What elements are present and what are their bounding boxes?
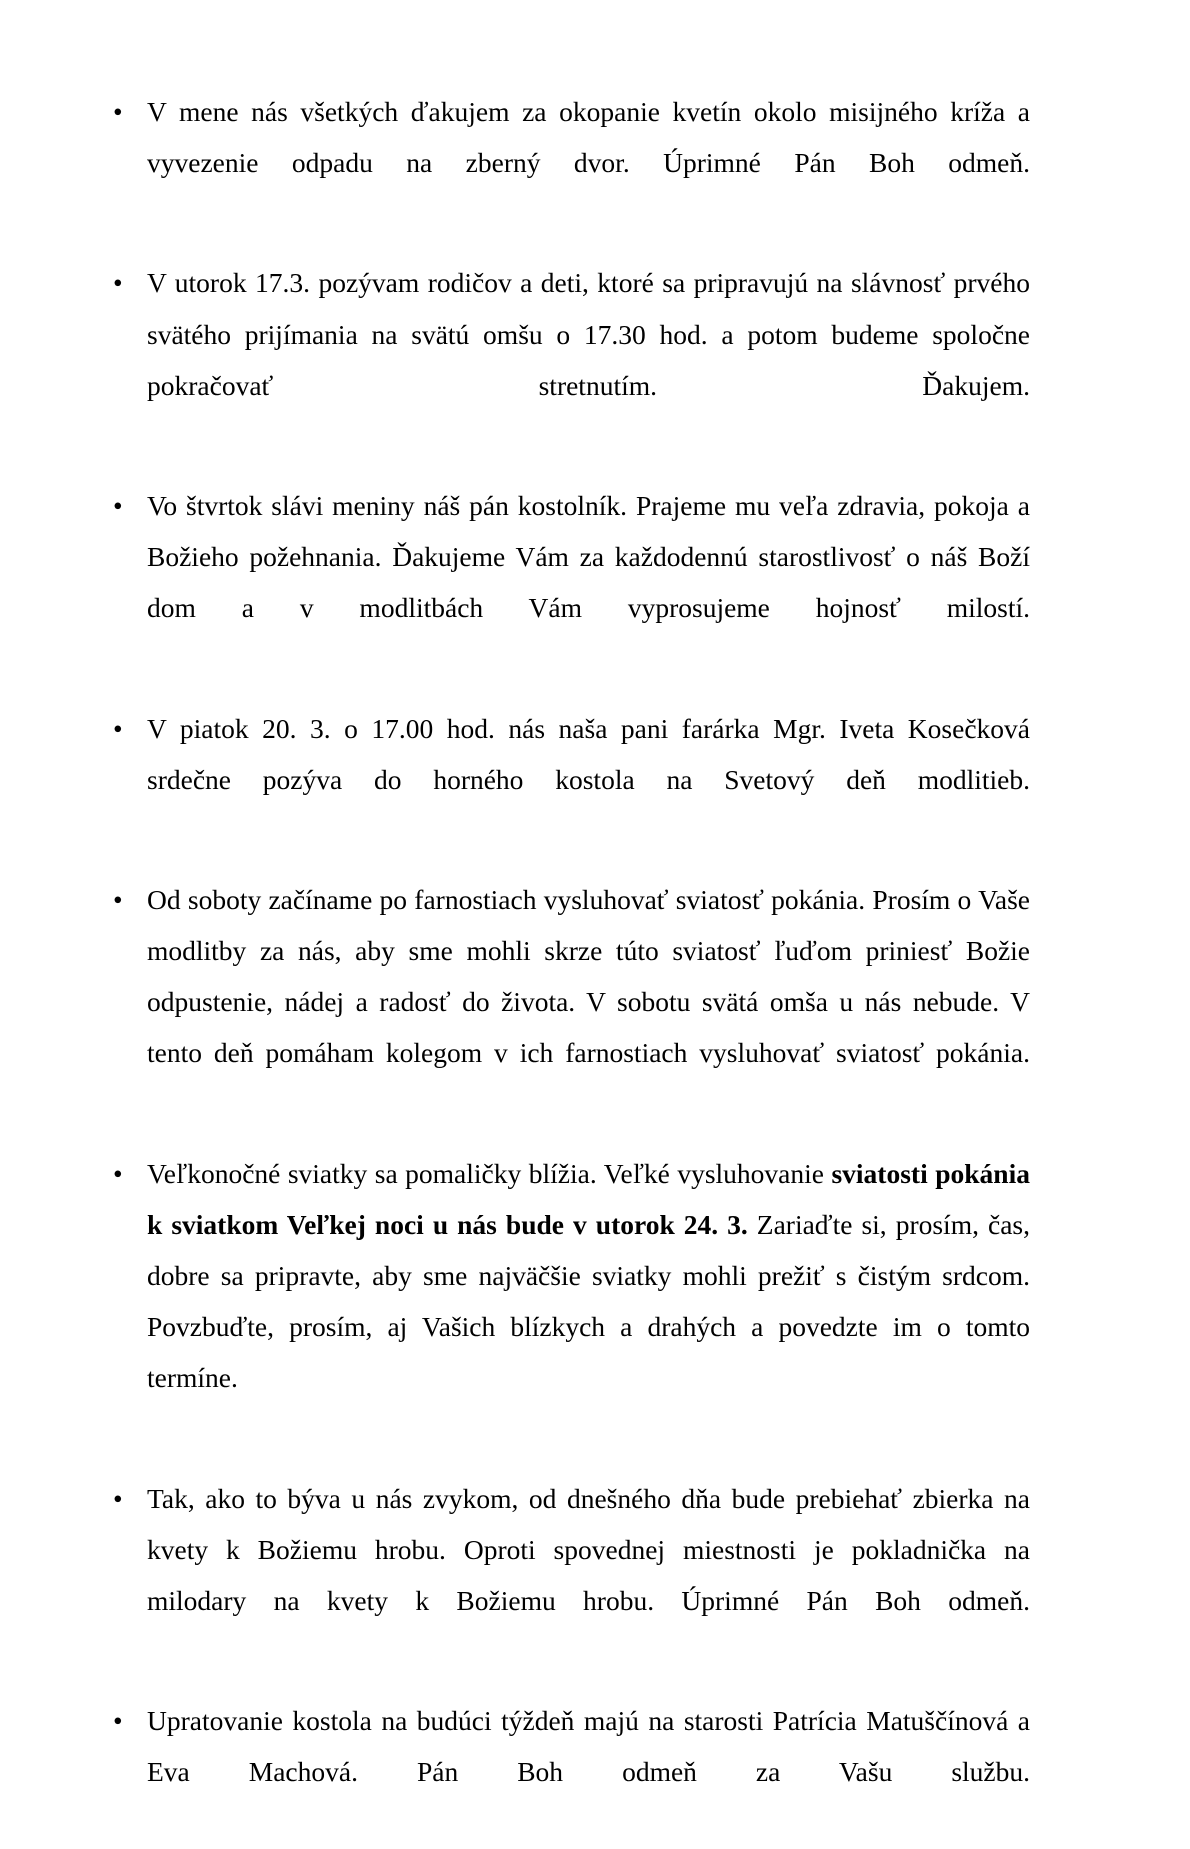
bullet-point-icon: •	[113, 1482, 123, 1514]
list-item	[105, 874, 1030, 1130]
text-segment-plain-trailing: Zariaďte si, prosím, čas, dobre sa pripravte, aby sme najväčšie sviatky mohli prežiť s čistým srdcom. Povzbuďte, prosím, aj Vašich blízkych a drahých a povedzte im o tomto termíne.	[147, 1208, 1030, 1394]
list-item	[105, 480, 1030, 685]
bullet-point-icon: •	[113, 96, 123, 127]
announcement-text-mixed	[147, 1148, 1030, 1455]
list-item	[105, 1695, 1030, 1848]
announcement-text: Tak, ako to býva u nás zvykom, od dnešného dňa bude prebiehať zbierka na kvety k Božiemu hrobu. Oproti spovednej miestnosti je pokladnička na milodary na kvety k Božiemu hrobu. Úprimné Pán Boh odmeň.	[147, 1482, 1030, 1616]
bullet-point-icon: •	[113, 267, 123, 299]
list-item	[105, 86, 1030, 239]
list-item	[105, 257, 1030, 462]
announcement-text: Vo štvrtok slávi meniny náš pán kostolník. Prajeme mu veľa zdravia, pokoja a Božieho požehnania. Ďakujeme Vám za každodennú starostlivosť o náš Boží dom a v modlitbách Vám vyprosujeme hojnosť milostí.	[147, 489, 1030, 624]
list-item	[105, 1473, 1030, 1678]
bullet-point-icon: •	[113, 489, 123, 521]
announcement-list	[105, 86, 1030, 1849]
bullet-point-icon: •	[113, 1705, 123, 1737]
announcement-text: V mene nás všetkých ďakujem za okopanie kvetín okolo misijného kríža a vyvezenie odpadu na zberný dvor. Úprimné Pán Boh odmeň.	[147, 96, 1030, 179]
announcement-text: V piatok 20. 3. o 17.00 hod. nás naša pani farárka Mgr. Iveta Kosečková srdečne pozýva do horného kostola na Svetový deň modlitieb.	[147, 712, 1030, 795]
list-item	[105, 1148, 1030, 1455]
bullet-point-icon: •	[113, 1157, 123, 1189]
announcement-text: Upratovanie kostola na budúci týždeň majú na starosti Patrícia Matuščínová a Eva Machová. Pán Boh odmeň za Vašu službu.	[147, 1705, 1030, 1788]
list-item	[105, 703, 1030, 856]
text-segment-emphasis: sviatosti pokánia k sviatkom Veľkej noci u nás bude v utorok 24. 3.	[147, 1157, 1030, 1240]
announcement-text: Od soboty začíname po farnostiach vysluhovať sviatosť pokánia. Prosím o Vaše modlitby za nás, aby sme mohli skrze túto sviatosť ľuďom priniesť Božie odpustenie, nádej a radosť do života. V sobotu svätá omša u nás nebude. V tento deň pomáham kolegom v ich farnostiach vysluhovať sviatosť pokánia.	[147, 883, 1030, 1069]
text-segment-plain-leading: Veľkonočné sviatky sa pomaličky blížia. Veľké vysluhovanie	[147, 1157, 832, 1189]
announcement-text: V utorok 17.3. pozývam rodičov a deti, ktoré sa pripravujú na slávnosť prvého svätého prijímania na svätú omšu o 17.30 hod. a potom budeme spoločne pokračovať stretnutím. Ďakujem.	[147, 267, 1030, 401]
bullet-point-icon: •	[113, 712, 123, 744]
bullet-point-icon: •	[113, 883, 123, 915]
